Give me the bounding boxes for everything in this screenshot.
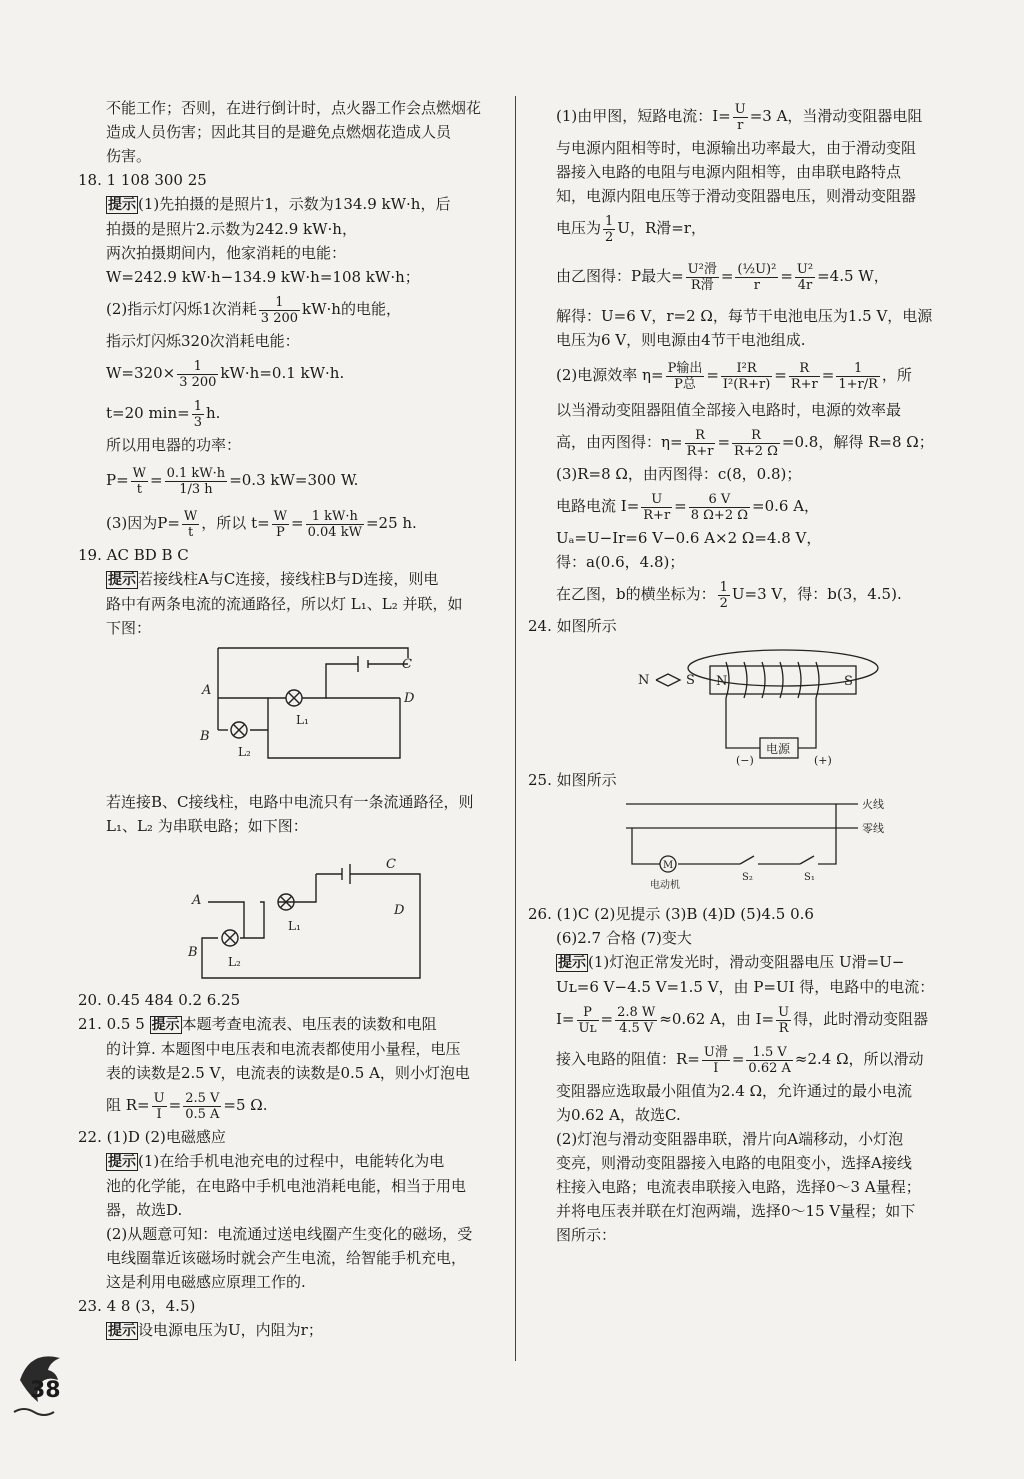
right-column (528, 96, 968, 1247)
line: 变亮，则滑动变阻器接入电路的电阻变小，选择A接线 (556, 1154, 912, 1172)
line: 电路电流 I= $\frac{U}{R+r}$ = $\frac{6 V}{8 \Omega+2 \Omega}$ =0.6 A， (556, 491, 820, 523)
line: W=320× $\frac{1}{3 200}$ kW·h=0.1 kW·h. (106, 358, 345, 390)
line: Uʟ=6 V−4.5 V=1.5 V，由 P=UI 得，电路中的电流： (556, 978, 935, 996)
terminal-d-label: D (394, 903, 405, 918)
terminal-c-label: C (386, 857, 396, 872)
lamp-l2-label: L₂ (238, 745, 251, 759)
line: 提示 (1)在给手机电池充电的过程中，电能转化为电 (108, 1152, 445, 1170)
line: (2)灯泡与滑动变阻器串联，滑片向A端移动，小灯泡 (556, 1130, 904, 1148)
negative-terminal-label: (−) (736, 754, 754, 767)
line: 提示 (1)灯泡正常发光时，滑动变阻器电压 U滑=U− (558, 953, 905, 971)
terminal-b-label: B (188, 945, 198, 960)
line: (2)从题意可知：电流通过送电线圈产生变化的磁场，受 (106, 1225, 473, 1243)
line: 提示 若接线柱A与C连接，接线柱B与D连接，则电 (108, 570, 439, 588)
needle-n-label: N (638, 673, 650, 688)
switch-s1-label: S₁ (804, 872, 815, 883)
solenoid-diagram (528, 638, 968, 768)
line: 与电源内阻相等时，电源输出功率最大，由于滑动变阻 (556, 139, 917, 157)
line: 造成人员伤害；因此其目的是避免点燃烟花造成人员 (106, 123, 452, 141)
motor-symbol-label: M (663, 860, 674, 871)
neutral-wire-label: 零线 (862, 822, 884, 835)
line: P= $\frac{W}{t}$ = $\frac{0.1 kW\cdot h}{1/3 h}$ =0.3 kW=300 W. (106, 465, 359, 497)
line: 在乙图，b的横坐标为： $\frac{1}{2}$ U=3 V，得：b(3，4.5). (556, 579, 902, 611)
lamp-l1-label: L₁ (296, 713, 309, 727)
column-divider (515, 96, 516, 1361)
line: t=20 min= $\frac{1}{3}$ h. (106, 398, 221, 430)
line: 电压为 $\frac{1}{2}$ U，R滑=r， (556, 213, 706, 245)
line: (6)2.7 合格 (7)变大 (556, 929, 692, 947)
line: L₁、L₂ 为串联电路；如下图： (106, 817, 308, 835)
line: Uₐ=U−Ir=6 V−0.6 A×2 Ω=4.8 V， (556, 529, 822, 547)
line: 阻 R= $\frac{U}{I}$ = $\frac{2.5 V}{0.5 A}$ =5 Ω. (106, 1090, 268, 1122)
left-column (78, 96, 510, 1343)
terminal-d-label: D (404, 691, 415, 706)
line: 下图： (106, 619, 152, 637)
coil-n-label: N (716, 674, 728, 689)
q25-answer: 25. 如图所示 (528, 771, 617, 789)
q22-answer: 22. (1)D (2)电磁感应 (78, 1128, 226, 1146)
line: 池的化学能，在电路中手机电池消耗电能，相当于用电 (106, 1177, 467, 1195)
line: 得：a(0.6，4.8)； (556, 553, 685, 571)
power-source-label: 电源 (766, 742, 791, 756)
line: 路中有两条电流的流通路径，所以灯 L₁、L₂ 并联，如 (106, 595, 463, 613)
line: W=242.9 kW·h−134.9 kW·h=108 kW·h； (106, 268, 420, 286)
line: 的计算. 本题图中电压表和电流表都使用小量程，电压 (106, 1040, 461, 1058)
line: 表的读数是2.5 V，电流表的读数是0.5 A，则小灯泡电 (106, 1064, 470, 1082)
parallel-circuit-diagram (78, 640, 510, 790)
line: (2)指示灯闪烁1次消耗 $\frac{1}{3 200}$ kW·h的电能， (106, 294, 401, 326)
lamp-l1-label: L₁ (288, 919, 301, 933)
line: 以当滑动变阻器阻值全部接入电路时，电源的效率最 (556, 401, 902, 419)
line: 器接入电路的电阻与电源内阻相等，由串联电路特点 (556, 163, 902, 181)
line: 为0.62 A，故选C. (556, 1106, 681, 1124)
line: 电线圈靠近该磁场时就会产生电流，给智能手机充电， (106, 1249, 467, 1267)
terminal-a-label: A (202, 683, 212, 698)
line: (3)因为P= $\frac{W}{t}$ ，所以 t= $\frac{W}{P}$ = $\frac{1 kW\cdot h}{0.04 kW}$ =25 h. (106, 508, 417, 540)
needle-s-label: S (686, 673, 695, 688)
positive-terminal-label: (+) (814, 754, 832, 767)
q26-answer: 26. (1)C (2)见提示 (3)B (4)D (5)4.5 0.6 (528, 905, 814, 923)
q23-answer: 23. 4 8 (3，4.5) (78, 1297, 196, 1315)
line: 两次拍摄期间内，他家消耗的电能： (106, 244, 347, 262)
line: (2)电源效率 η= P输出 P总 = $\frac{\text{I²R}}{\text{I²(R+r)}}$ = $\frac{R}{R+r}$ = $\frac{1}{1+r/R}$ ，所 (556, 360, 912, 392)
terminal-b-label: B (200, 729, 210, 744)
line: 高，由丙图得：η= $\frac{R}{R+r}$ = $\frac{R}{R+2 \Omega}$ =0.8，解得 R=8 Ω； (556, 427, 934, 459)
line: 接入电路的阻值：R= U滑 I = $\frac{1.5 V}{0.62 A}$ ≈2.4 Ω，所以滑动 (556, 1044, 924, 1076)
line: 若连接B、C接线柱，电路中电流只有一条流通路径，则 (106, 793, 474, 811)
line: 器，故选D. (106, 1201, 183, 1219)
line: 解得：U=6 V，r=2 Ω，每节干电池电压为1.5 V，电源 (556, 307, 933, 325)
line: 不能工作；否则，在进行倒计时，点火器工作会点燃烟花 (106, 99, 482, 117)
line: 所以用电器的功率： (106, 436, 242, 454)
line: 图所示： (556, 1226, 617, 1244)
line: (1)由甲图，短路电流：I= $\frac{U}{r}$ =3 A，当滑动变阻器电阻 (556, 101, 923, 133)
live-wire-label: 火线 (862, 798, 884, 811)
line: 变阻器应选取最小阻值为2.4 Ω，允许通过的最小电流 (556, 1082, 913, 1100)
line: 提示 (1)先拍摄的是照片1，示数为134.9 kW·h，后 (108, 195, 451, 213)
terminal-a-label: A (192, 893, 202, 908)
line: 柱接入电路；电流表串联接入电路，选择0～3 A量程； (556, 1178, 921, 1196)
line: 18. 1 108 300 25 (78, 171, 207, 189)
line: 并将电压表并联在灯泡两端，选择0～15 V量程；如下 (556, 1202, 916, 1220)
series-circuit-diagram (78, 838, 510, 988)
line: 由乙图得：P最大= U²滑 R滑 = $\frac{\text{(½U)²}}{r}$ = $\frac{\text{U²}}{4r}$ =4.5 W， (556, 261, 889, 293)
lamp-l2-label: L₂ (228, 955, 241, 969)
q19-answer: 19. AC BD B C (78, 546, 189, 564)
line: 拍摄的是照片2.示数为242.9 kW·h， (106, 220, 357, 238)
coil-s-label: S (844, 674, 853, 689)
line: 伤害。 (106, 147, 152, 165)
page-number: 38 (30, 1378, 61, 1403)
line: 提示 设电源电压为U，内阻为r； (108, 1321, 323, 1339)
q24-answer: 24. 如图所示 (528, 617, 617, 635)
line: 21. 0.5 5 提示 本题考查电流表、电压表的读数和电阻 (78, 1015, 437, 1033)
terminal-c-label: C (402, 657, 412, 672)
line: 这是利用电磁感应原理工作的. (106, 1273, 306, 1291)
line: 电压为6 V，则电源由4节干电池组成. (556, 331, 806, 349)
motor-label: 电动机 (650, 880, 680, 891)
line: 知，电源内阻电压等于滑动变阻器电压，则滑动变阻器 (556, 187, 917, 205)
household-circuit-diagram (528, 792, 968, 902)
q20-answer: 20. 0.45 484 0.2 6.25 (78, 991, 241, 1009)
line: I= $\frac{P}{\text{Uʟ}}$ = $\frac{2.8 W}{4.5 V}$ ≈0.62 A，由 I= $\frac{U}{R}$ 得，此时滑动变阻器 (556, 1004, 929, 1036)
line: (3)R=8 Ω，由丙图得：c(8，0.8)； (556, 465, 802, 483)
line: 指示灯闪烁320次消耗电能： (106, 332, 300, 350)
switch-s2-label: S₂ (742, 872, 753, 883)
